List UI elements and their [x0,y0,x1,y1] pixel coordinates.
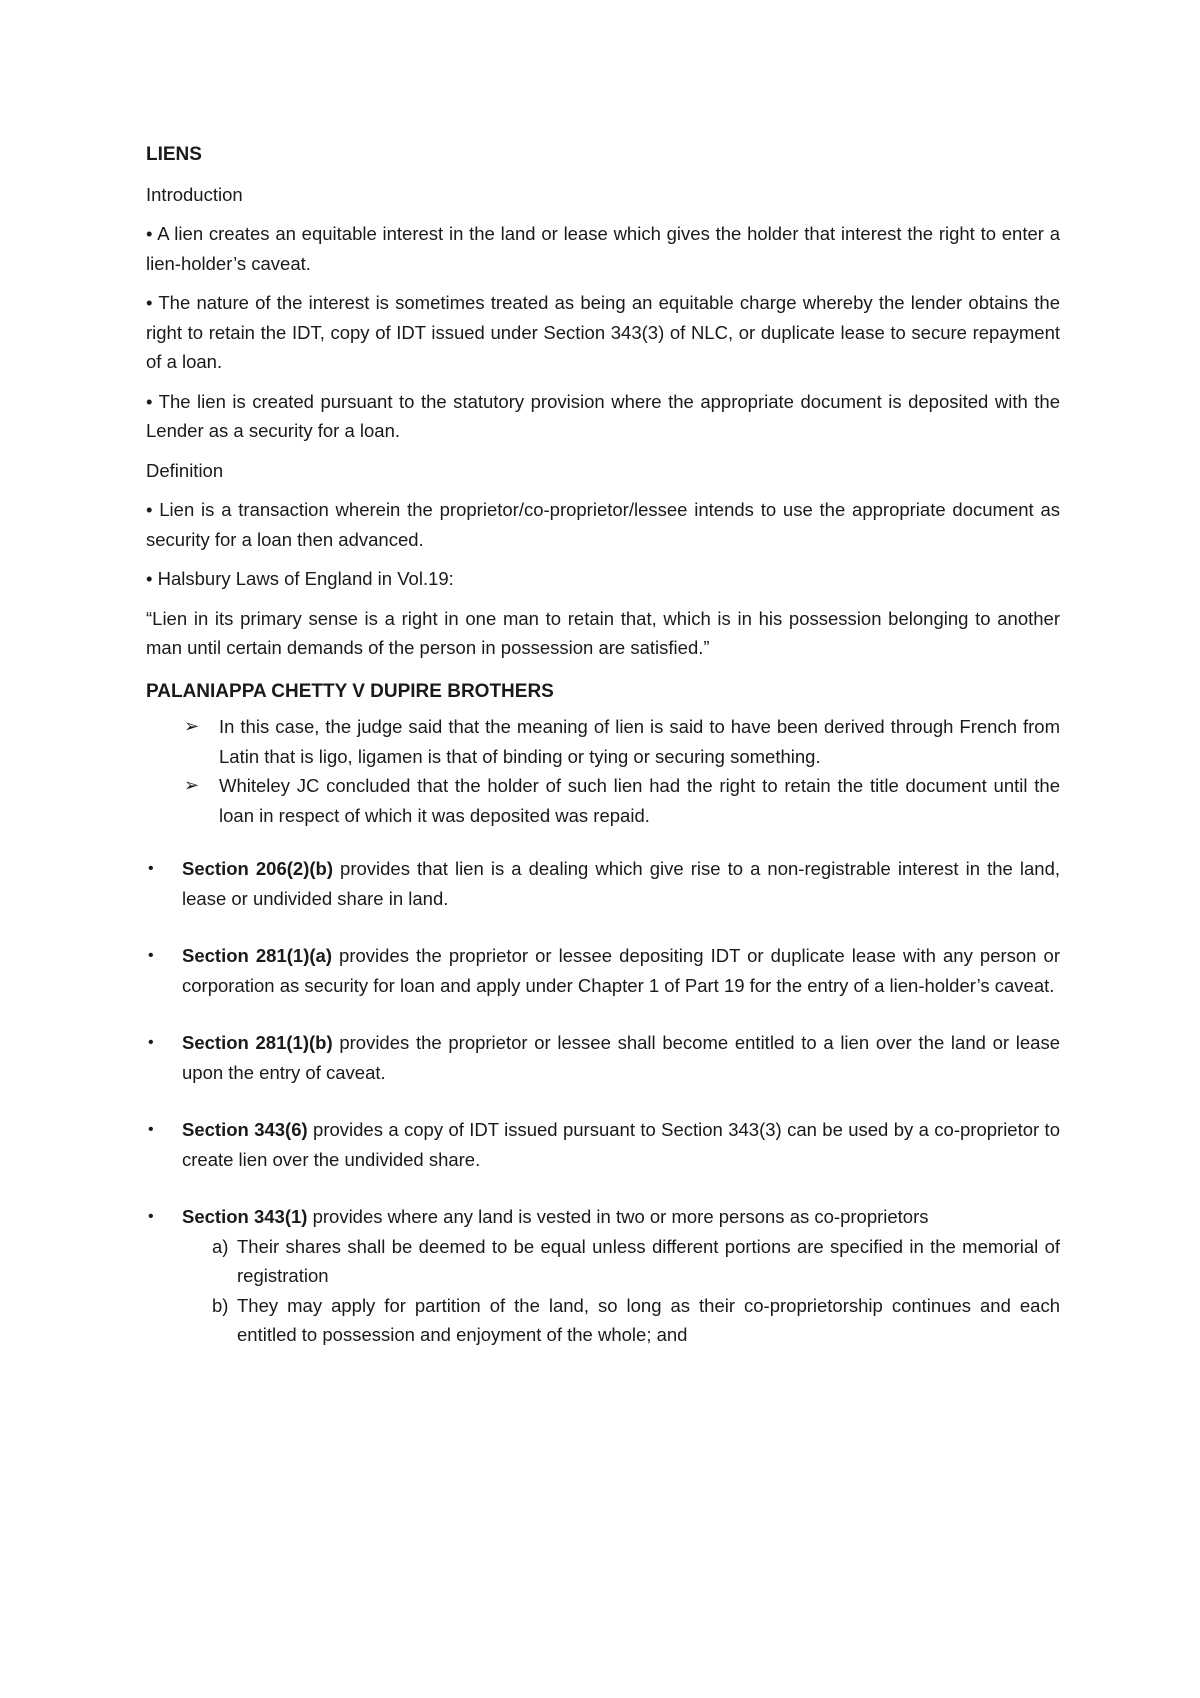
intro-bullet-3: • The lien is created pursuant to the statutory provision where the appropriate document is deposited with the Lender as a security for a loan. [146,390,1060,441]
bullet-dot-icon: • [148,860,154,877]
case-points-list [146,712,1060,830]
section-text: provides a copy of IDT issued pursuant to Section 343(3) can be used by a co-proprietor to create lien over the undivided share. [182,1119,1060,1170]
sub-point-text: They may apply for partition of the land, so long as their co-proprietorship continues and each entitled to possession and enjoyment of the whole; and [237,1294,1060,1345]
case-heading: PALANIAPPA CHETTY V DUPIRE BROTHERS [146,680,554,702]
intro-bullet-2: • The nature of the interest is sometimes treated as being an equitable charge whereby the lender obtains the right to retain the IDT, copy of IDT issued under Section 343(3) of NLC, or duplicate lease to secure repayment of a loan. [146,292,1060,372]
sub-points-list [182,1232,1060,1350]
bullet-dot-icon: • [148,947,154,964]
section-text: provides the proprietor or lessee depositing IDT or duplicate lease with any person or corporation as security for loan and apply under Chapter 1 of Part 19 for the entry of a lien-holder’s caveat. [182,945,1060,996]
section-text: provides the proprietor or lessee shall become entitled to a lien over the land or lease upon the entry of caveat. [182,1032,1060,1083]
halsbury-quote: “Lien in its primary sense is a right in one man to retain that, which is in his possession belonging to another man until certain demands of the person in possession are satisfied.” [146,607,1060,658]
document-title: LIENS [146,144,202,165]
case-point-text: Whiteley JC concluded that the holder of such lien had the right to retain the title document until the loan in respect of which it was deposited was repaid. [219,775,1060,826]
bullet-dot-icon: • [148,1121,154,1138]
case-point-text: In this case, the judge said that the meaning of lien is said to have been derived through French from Latin that is ligo, ligamen is that of binding or tying or securing something. [219,716,1060,767]
section-item [146,1202,1060,1350]
section-ref: Section 281(1)(a) [182,945,332,966]
case-point [146,771,1060,830]
sub-point-marker: a) [212,1235,229,1257]
section-ref: Section 281(1)(b) [182,1032,333,1053]
sections-list [146,854,1060,1350]
sub-point-marker: b) [212,1294,229,1316]
section-ref: Section 343(1) [182,1206,308,1227]
definition-bullet-2: • Halsbury Laws of England in Vol.19: [146,568,454,589]
section-item [146,1028,1060,1087]
section-item [146,854,1060,913]
section-ref: Section 206(2)(b) [182,858,333,879]
definition-bullet-1: • Lien is a transaction wherein the proprietor/co-proprietor/lessee intends to use the appropriate document as security for a loan then advanced. [146,499,1060,550]
sub-point [182,1232,1060,1291]
bullet-dot-icon: • [148,1034,154,1051]
section-item [146,1115,1060,1174]
section-item [146,941,1060,1000]
sub-point-text: Their shares shall be deemed to be equal unless different portions are specified in the memorial of registration [237,1235,1060,1286]
definition-heading: Definition [146,459,224,481]
section-text: provides where any land is vested in two or more persons as co-proprietors [307,1206,929,1227]
section-ref: Section 343(6) [182,1119,308,1140]
bullet-dot-icon: • [148,1208,154,1225]
section-text: provides that lien is a dealing which give rise to a non-registrable interest in the land, lease or undivided share in land. [182,858,1060,909]
sub-point [182,1291,1060,1350]
document-page [146,140,1060,1378]
case-point [146,712,1060,771]
arrow-bullet-icon: ➢ [184,716,200,736]
arrow-bullet-icon: ➢ [184,775,200,795]
introduction-heading: Introduction [146,183,243,205]
intro-bullet-1: • A lien creates an equitable interest in the land or lease which gives the holder that interest the right to enter a lien-holder’s caveat. [146,223,1060,274]
